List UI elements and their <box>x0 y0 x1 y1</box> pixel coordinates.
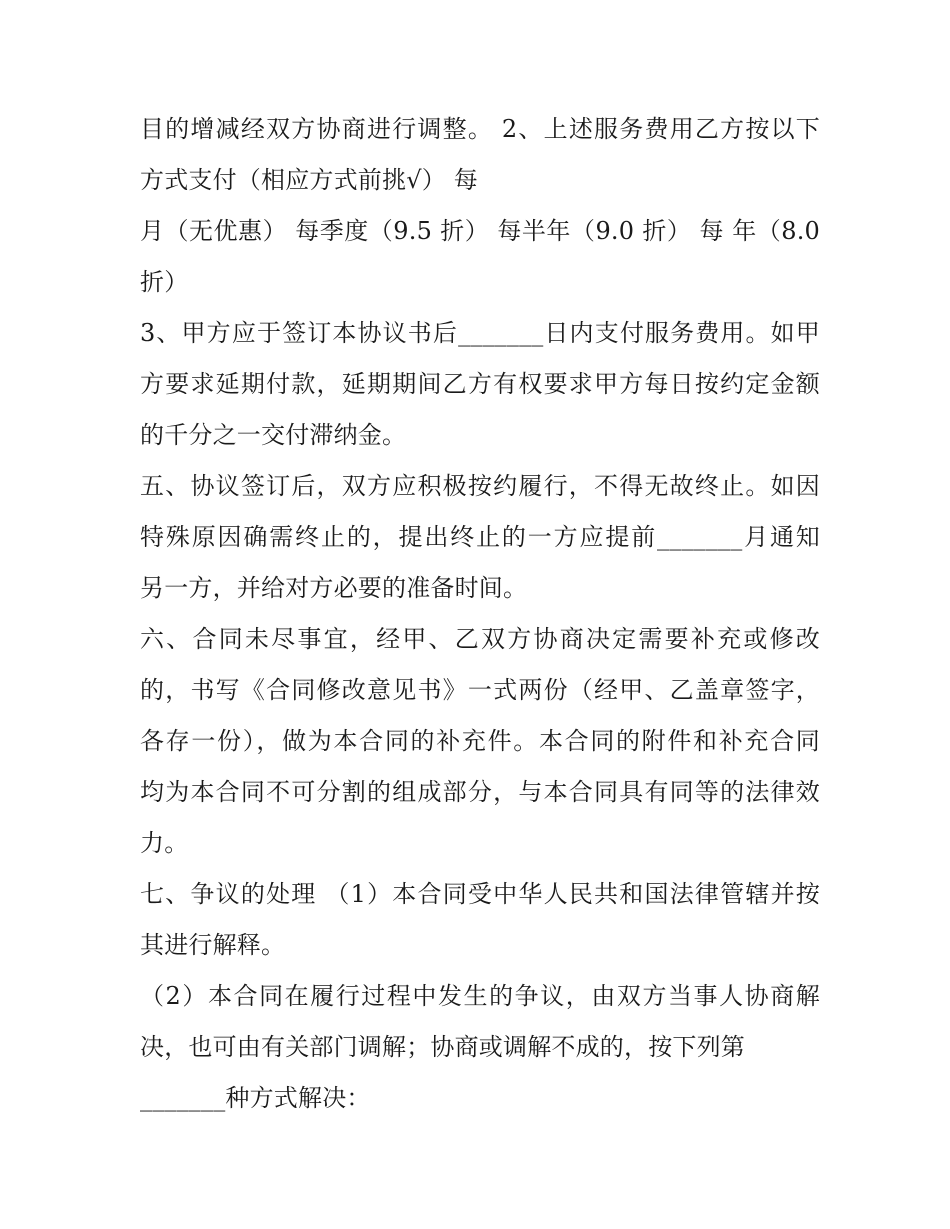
text-line: 的，书写《合同修改意见书》一式两份（经甲、乙盖章签字， <box>140 676 820 704</box>
text-line: 其进行解释。 <box>140 931 286 959</box>
text-line: 3、甲方应于签订本协议书后_______日内支付服务费用。如甲 <box>140 319 820 347</box>
text-line: 六、合同未尽事宜，经甲、乙双方协商决定需要补充或修改 <box>140 625 820 653</box>
text-line: 特殊原因确需终止的，提出终止的一方应提前_______月通知 <box>140 523 820 551</box>
text-line: 方式支付（相应方式前挑√） 每 <box>140 166 478 194</box>
text-line: 决，也可由有关部门调解；协商或调解不成的，按下列第 <box>140 1033 745 1061</box>
text-line: 另一方，并给对方必要的准备时间。 <box>140 574 528 602</box>
text-line: 各存一份），做为本合同的补充件。本合同的附件和补充合同 <box>140 727 820 755</box>
document-page <box>140 104 820 1124</box>
text-line: 均为本合同不可分割的组成部分，与本合同具有同等的法律效 <box>140 778 820 806</box>
text-line: 七、争议的处理 （1）本合同受中华人民共和国法律管辖并按 <box>140 880 820 908</box>
text-line: 目的增减经双方协商进行调整。 2、上述服务费用乙方按以下 <box>140 115 820 143</box>
text-line: _______种方式解决： <box>140 1084 371 1112</box>
text-line: （2）本合同在履行过程中发生的争议，由双方当事人协商解 <box>140 982 820 1010</box>
text-line: 力。 <box>140 829 189 857</box>
text-line: 的千分之一交付滞纳金。 <box>140 421 407 449</box>
text-line: 折） <box>140 268 189 296</box>
text-line: 方要求延期付款，延期期间乙方有权要求甲方每日按约定金额 <box>140 370 820 398</box>
text-line: 五、协议签订后，双方应积极按约履行，不得无故终止。如因 <box>140 472 820 500</box>
text-line: 月（无优惠） 每季度（9.5 折） 每半年（9.0 折） 每 年（8.0 <box>140 217 820 245</box>
